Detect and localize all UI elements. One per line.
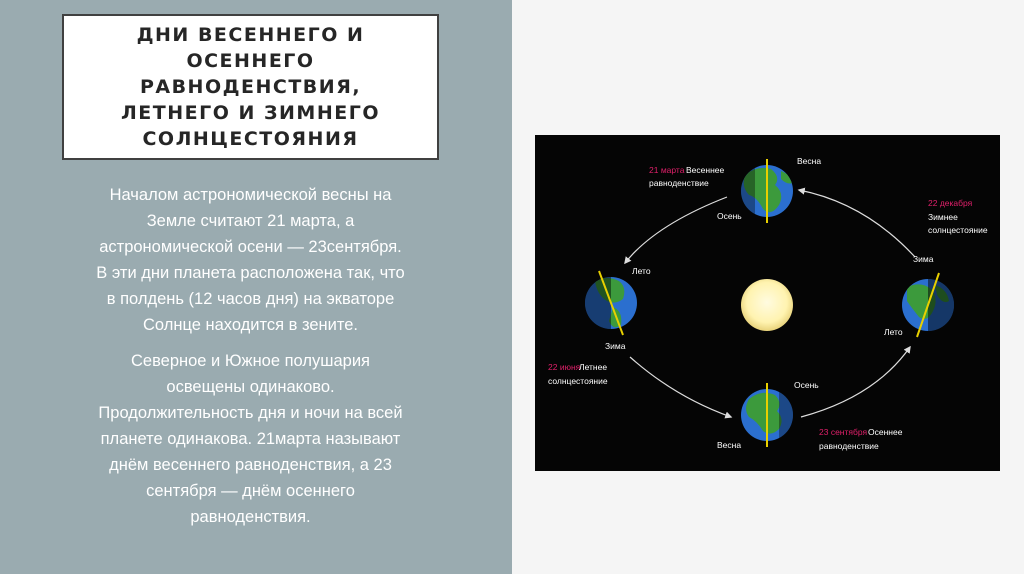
orbit-arc-top-left <box>625 197 727 263</box>
orbit-arc-right-top <box>799 190 915 257</box>
bottom-event-line1: Осеннее <box>868 427 903 437</box>
body-text <box>62 182 439 530</box>
right-event-line1: Зимнее <box>928 212 958 222</box>
top-event-line2: равноденствие <box>649 178 709 188</box>
orbit-svg <box>535 135 1000 471</box>
earth-left <box>585 271 637 335</box>
right-date-label: 22 декабря <box>928 198 973 208</box>
bottom-date-label: 23 сентября <box>819 427 868 437</box>
bottom-north-label: Осень <box>794 380 819 390</box>
sun <box>741 279 793 331</box>
top-north-label: Весна <box>797 156 822 166</box>
orbit-arc-left-bottom <box>630 357 731 417</box>
earth-right <box>902 273 958 337</box>
earth-bottom <box>741 383 793 447</box>
title-box <box>62 14 439 160</box>
left-event-line2: солнцестояние <box>548 376 608 386</box>
top-event-line1: Весеннее <box>686 165 725 175</box>
paragraph-hemispheres: Северное и Южное полушария освещены одинаково. Продолжительность дня и ночи на всей планете одинакова. 21марта называют днём весеннего равноденствия, а 23 сентября — днём осеннего равноденствия. <box>98 352 403 526</box>
right-north-label: Зима <box>913 254 934 264</box>
top-date-label: 21 марта <box>649 165 685 175</box>
paragraph-equinox-start: Началом астрономической весны на Земле считают 21 марта, а астрономической осени — 23сентября. В эти дни планета расположена так, что в полдень (12 часов дня) на экваторе Солнце находится в зените. <box>96 186 405 334</box>
right-south-label: Лето <box>884 327 903 337</box>
orbit-diagram <box>535 135 1000 471</box>
left-north-label: Лето <box>632 266 651 276</box>
left-event-line1: Летнее <box>579 362 608 372</box>
slide-title: ДНИ ВЕСЕННЕГО И ОСЕННЕГО РАВНОДЕНСТВИЯ, ЛЕТНЕГО И ЗИМНЕГО СОЛНЦЕСТОЯНИЯ <box>121 24 380 150</box>
left-date-label: 22 июня <box>548 362 581 372</box>
left-south-label: Зима <box>605 341 626 351</box>
bottom-event-line2: равноденствие <box>819 441 879 451</box>
earth-top <box>741 159 793 223</box>
bottom-south-label: Весна <box>717 440 742 450</box>
right-event-line2: солнцестояние <box>928 225 988 235</box>
top-south-label: Осень <box>717 211 742 221</box>
